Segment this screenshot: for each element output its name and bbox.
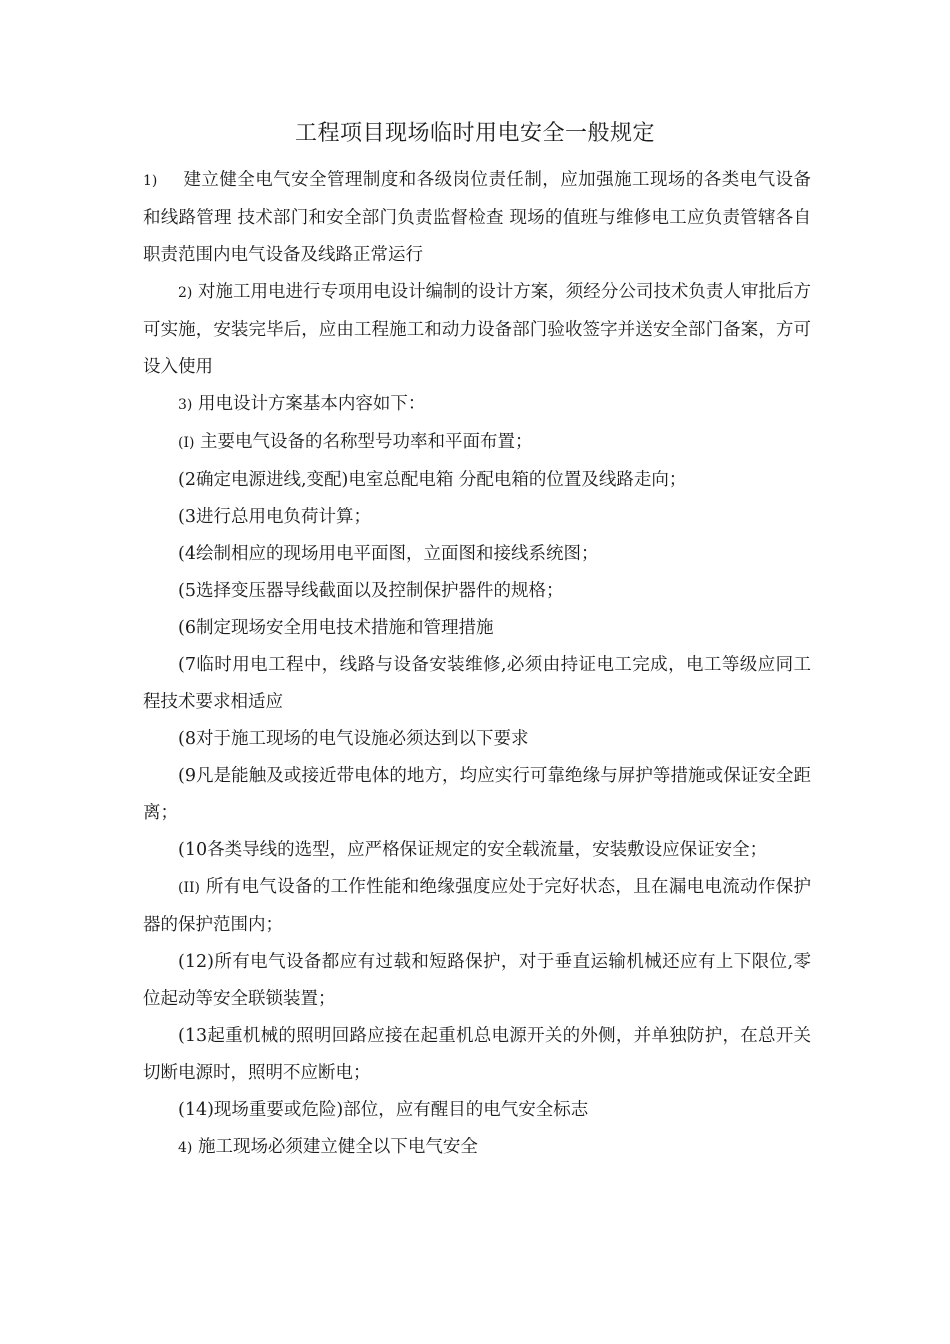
list-text: (13起重机械的照明回路应接在起重机总电源开关的外侧，并单独防护，在总开关切断电源时，照明不应断电； (143, 1026, 811, 1083)
list-item-10 (143, 832, 811, 869)
list-text: (12)所有电气设备都应有过载和短路保护，对于垂直运输机械还应有上下限位,零位起动等安全联锁装置； (143, 952, 811, 1009)
list-item-3 (143, 499, 811, 536)
list-item-8 (143, 721, 811, 758)
list-text: (8对于施工现场的电气设施必须达到以下要求 (178, 729, 529, 749)
document-title: 工程项目现场临时用电安全一般规定 (294, 121, 655, 146)
list-item-4 (143, 536, 811, 573)
document-body (143, 162, 811, 1167)
list-text: (5选择变压器导线截面以及控制保护器件的规格； (178, 581, 564, 601)
list-item-1 (143, 424, 811, 462)
paragraph-marker: 4) (178, 1140, 193, 1156)
paragraph-1 (143, 162, 811, 274)
list-text: (4绘制相应的现场用电平面图，立面图和接线系统图； (178, 544, 599, 564)
list-item-12 (143, 944, 811, 1018)
list-item-6 (143, 610, 811, 647)
list-item-5 (143, 573, 811, 610)
list-item-13 (143, 1018, 811, 1092)
list-text: (9凡是能触及或接近带电体的地方，均应实行可靠绝缘与屏护等措施或保证安全距离； (143, 766, 811, 823)
paragraph-3 (143, 386, 811, 424)
paragraph-4 (143, 1129, 811, 1167)
list-text: (6制定现场安全用电技术措施和管理措施 (178, 618, 494, 638)
list-text: (14)现场重要或危险)部位，应有醒目的电气安全标志 (178, 1100, 589, 1120)
list-marker: (I) (178, 435, 195, 451)
paragraph-text: 建立健全电气安全管理制度和各级岗位责任制，应加强施工现场的各类电气设备和线路管理 技术部门和安全部门负责监督检查 现场的值班与维修电工应负责管辖各自职责范围内电气设备及线路正常运行 (143, 170, 811, 265)
list-item-7 (143, 647, 811, 721)
list-item-11 (143, 869, 811, 944)
paragraph-2 (143, 274, 811, 386)
paragraph-marker: 1) (143, 173, 158, 189)
list-item-9 (143, 758, 811, 832)
paragraph-marker: 3) (178, 397, 193, 413)
list-marker: (II) (178, 880, 200, 896)
list-item-2 (143, 462, 811, 499)
list-text: (3进行总用电负荷计算； (178, 507, 371, 527)
paragraph-marker: 2) (178, 285, 193, 301)
list-item-14 (143, 1092, 811, 1129)
paragraph-text: 施工现场必须建立健全以下电气安全 (192, 1137, 478, 1157)
list-text: (2确定电源进线,变配)电室总配电箱 分配电箱的位置及线路走向； (178, 470, 687, 490)
list-text: (7临时用电工程中，线路与设备安装维修,必须由持证电工完成，电工等级应同工程技术要求相适应 (143, 655, 811, 712)
list-text: (10各类导线的选型，应严格保证规定的安全载流量，安装敷设应保证安全； (178, 840, 768, 860)
paragraph-text: 对施工用电进行专项用电设计编制的设计方案，须经分公司技术负责人审批后方可实施，安装完毕后，应由工程施工和动力设备部门验收签字并送安全部门备案，方可设入使用 (143, 282, 811, 377)
list-text: 主要电气设备的名称型号功率和平面布置； (194, 432, 533, 452)
paragraph-text: 用电设计方案基本内容如下： (192, 394, 426, 414)
list-text: 所有电气设备的工作性能和绝缘强度应处于完好状态，且在漏电电流动作保护器的保护范围内； (143, 877, 811, 935)
